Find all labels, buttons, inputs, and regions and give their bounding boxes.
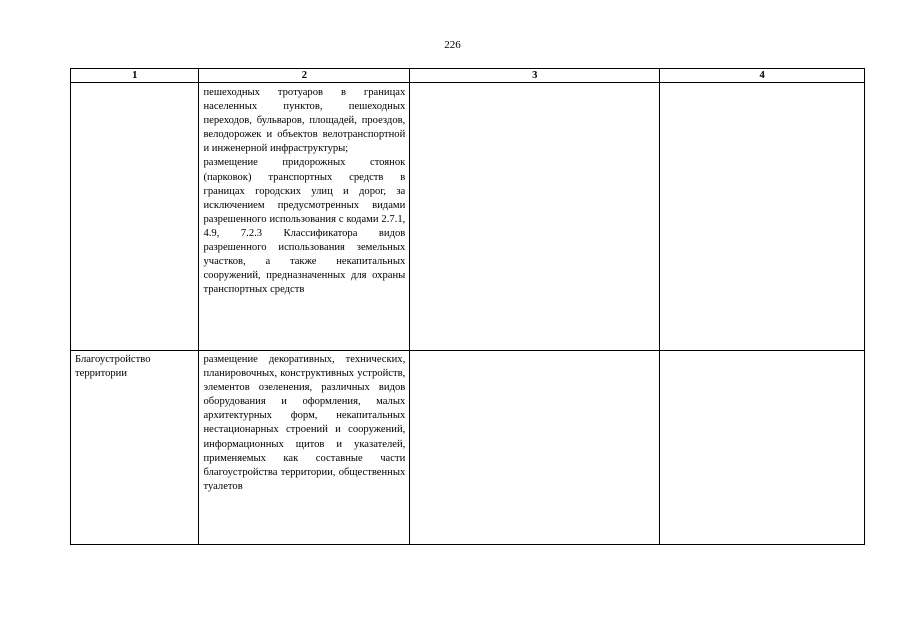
column-header-2: 2 — [199, 69, 410, 83]
description-paragraph: пешеходных тротуаров в границах населенных пунктов, пешеходных переходов, бульваров, площадей, проездов, велодорожек и объектов велотранспортной и инженерной инфраструктуры; — [203, 87, 406, 155]
row-2-column-3 — [410, 351, 660, 545]
row-1-column-3 — [410, 83, 660, 351]
row-2-land-use-name: Благоустройство территории — [71, 351, 199, 545]
row-1-description — [199, 83, 410, 351]
column-header-1: 1 — [71, 69, 199, 83]
description-paragraph: размещение декоративных, технических, планировочных, конструктивных устройств, элементов озеленения, различных видов оборудования и оформления, малых архитектурных форм, некапитальных нестационарных строений и сооружений, информационных щитов и указателей, применяемых как составные части благоустройства территории, общественных туалетов — [203, 354, 406, 492]
table-row — [71, 351, 865, 545]
row-2-description — [199, 351, 410, 545]
page-number: 226 — [444, 39, 461, 51]
table-header-row — [71, 69, 865, 83]
column-header-3: 3 — [410, 69, 660, 83]
table-row — [71, 83, 865, 351]
row-1-column-4 — [660, 83, 865, 351]
land-use-table — [70, 68, 865, 545]
row-2-column-4 — [660, 351, 865, 545]
description-paragraph: размещение придорожных стоянок (парковок) транспортных средств в границах городских улиц и дорог, за исключением предусмотренных видами разрешенного использования с кодами 2.7.1, 4.9, 7.2.3 Классификатора видов разрешенного использования земельных участков, а также некапитальных сооружений, предназначенных для охраны транспортных средств — [203, 157, 406, 296]
row-1-land-use-name — [71, 83, 199, 351]
column-header-4: 4 — [660, 69, 865, 83]
